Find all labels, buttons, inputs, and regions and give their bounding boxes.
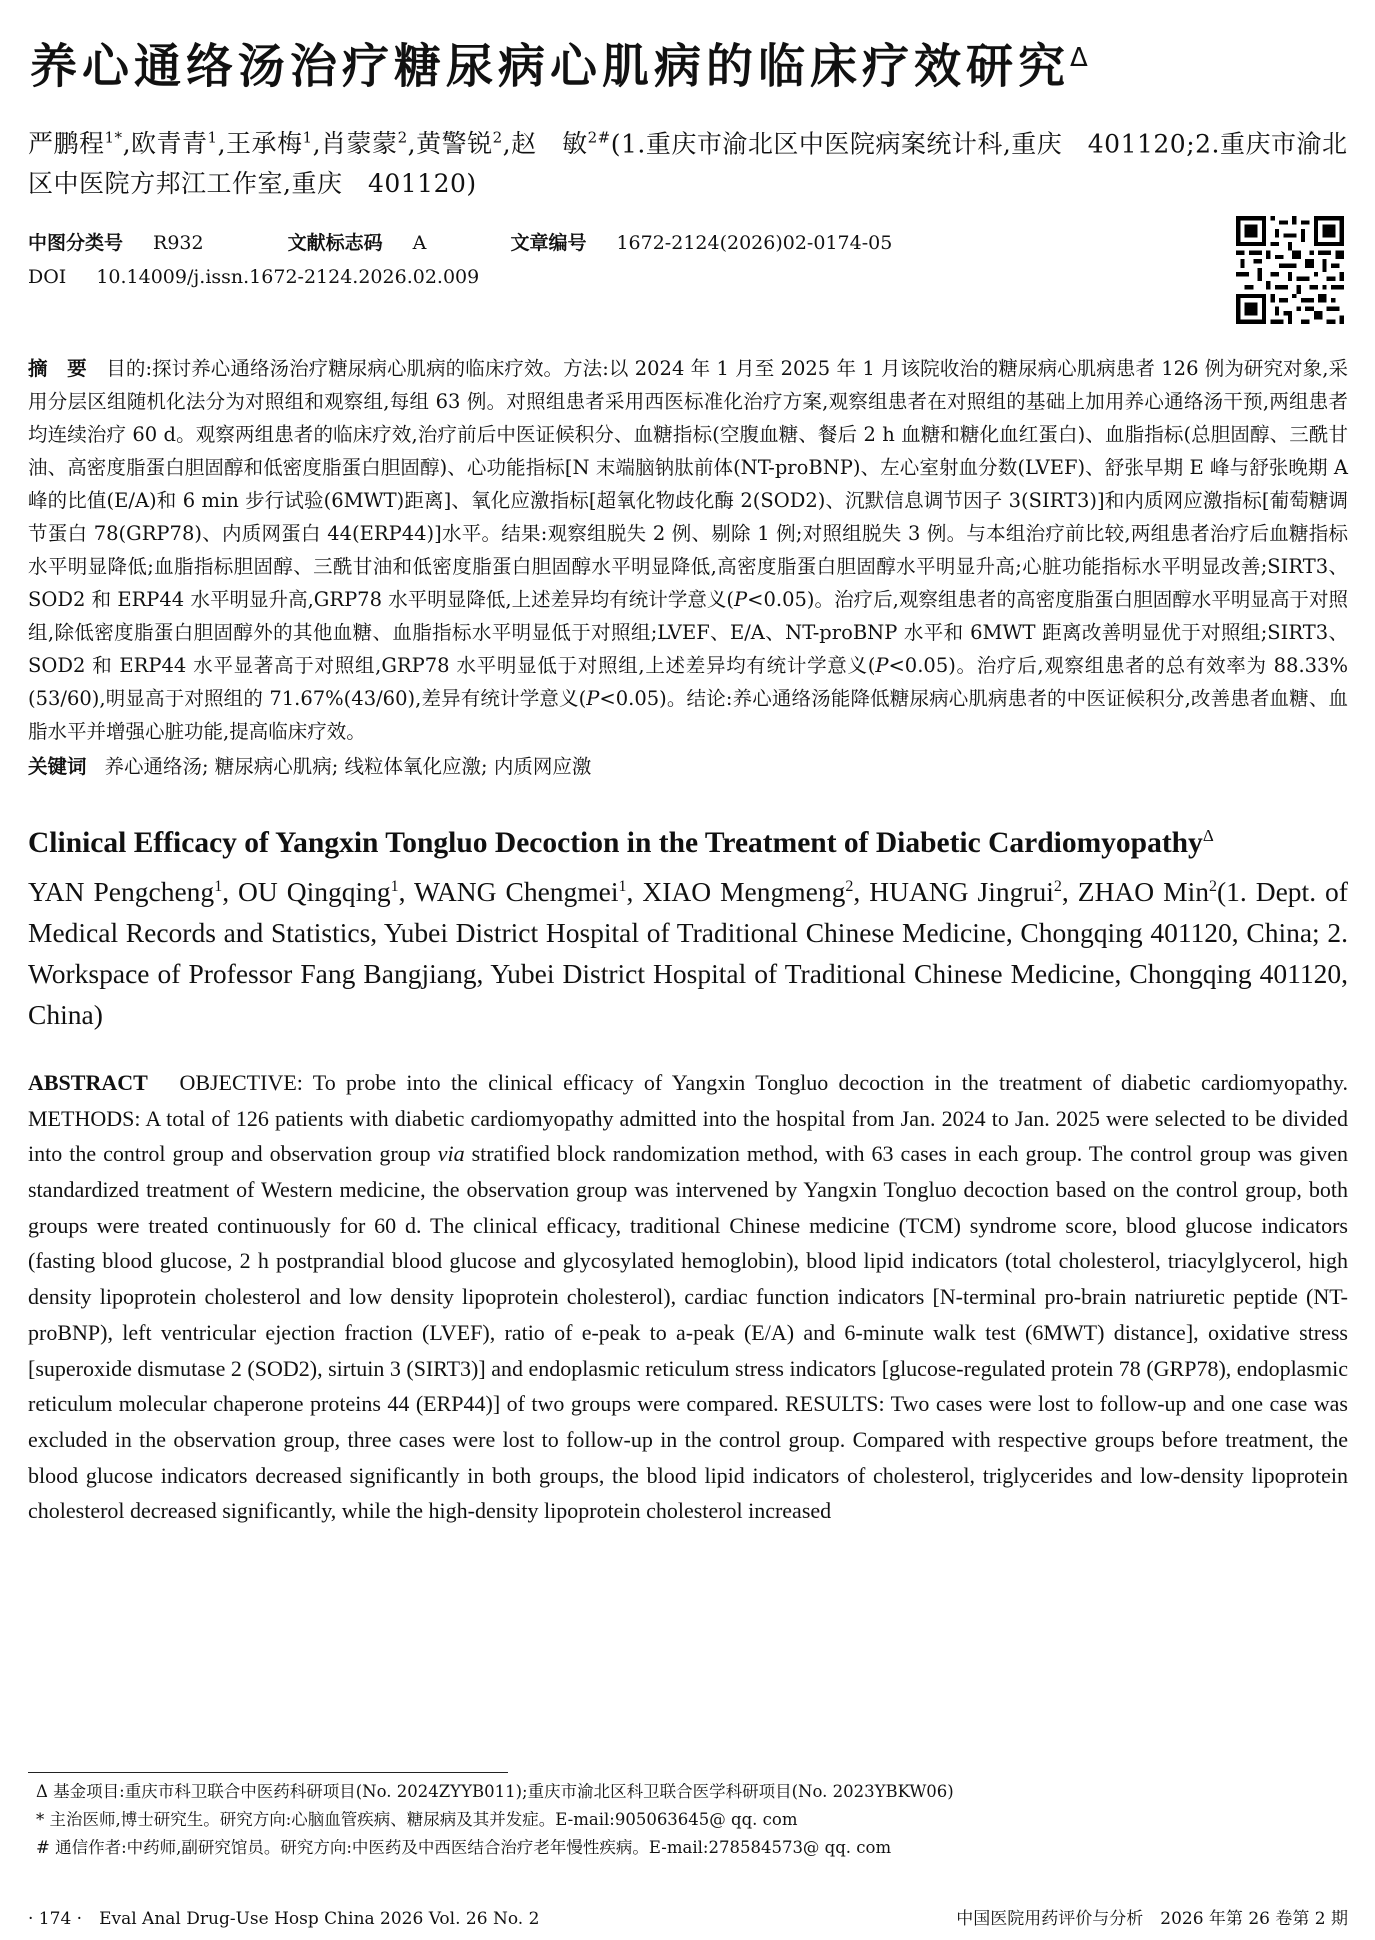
meta-row-doi [28, 260, 1348, 294]
author: 欧青青$^1$ [131, 128, 218, 158]
doi-value: 10.14009/j.issn.1672-2124.2026.02.009 [96, 265, 480, 288]
author: WANG Chengmei$^1$ [414, 875, 627, 907]
clc-label: 中图分类号 [28, 231, 124, 254]
chinese-title [30, 26, 1348, 100]
english-affiliation: (1. Dept. of Medical Records and Statistics, Yubei District Hospital of Traditional Chinese Medicine, Chongqing 401120, China; 2. Workspace of Professor Fang Bangjiang, Yubei District Hospital of Traditional Chinese Medicine, Chongqing 401120, China) [28, 875, 1348, 1030]
author: YAN Pengcheng$^1$ [28, 875, 223, 907]
doi-label: DOI [28, 265, 67, 288]
author: ZHAO Min$^2$ [1077, 875, 1217, 907]
article-meta [28, 226, 1348, 326]
author: XIAO Mengmeng$^2$ [642, 875, 854, 907]
author: OU Qingqing$^1$ [238, 875, 399, 907]
footnotes [36, 1778, 954, 1862]
author: 王承梅$^1$ [226, 128, 313, 158]
english-abstract-label: ABSTRACT [28, 1069, 148, 1095]
author: 黄警锐$^2$ [416, 128, 503, 158]
article-no-value: 1672-2124(2026)02-0174-05 [616, 231, 893, 254]
footnote-fund: Δ 基金项目:重庆市科卫联合中医药科研项目(No. 2024ZYYB011);重庆市渝北区科卫联合医学科研项目(No. 2023YBKW06) [36, 1782, 954, 1801]
chinese-affiliation: (1.重庆市渝北区中医院病案统计科,重庆 401120;2.重庆市渝北区中医院方邦江工作室,重庆 401120) [28, 128, 1348, 198]
clc-value: R932 [153, 231, 204, 254]
author: 严鹏程$^{1*}$ [28, 128, 123, 158]
keywords-text: 养心通络汤; 糖尿病心肌病; 线粒体氧化应激; 内质网应激 [104, 754, 592, 778]
footer-journal-cn: 中国医院用药评价与分析 2026 年第 26 卷第 2 期 [956, 1909, 1348, 1929]
author: HUANG Jingrui$^2$ [869, 875, 1062, 907]
chinese-abstract-label: 摘 要 [28, 356, 87, 380]
english-title: Clinical Efficacy of Yangxin Tongluo Decoction in the Treatment of Diabetic Cardiomyopathy$^\Delta$ [28, 825, 1214, 859]
keywords-label: 关键词 [28, 754, 87, 778]
doc-code-label: 文献标志码 [287, 231, 383, 254]
meta-row-codes [28, 226, 1348, 260]
chinese-title-text: 养心通络汤治疗糖尿病心肌病的临床疗效研究 [30, 39, 1070, 95]
author: 肖蒙蒙$^2$ [321, 128, 408, 158]
footnote-corresponding-author: # 通信作者:中药师,副研究馆员。研究方向:中医药及中西医结合治疗老年慢性疾病。E-mail:278584573@ qq. com [36, 1838, 892, 1857]
author: 赵 敏$^{2\#}$ [511, 128, 611, 158]
doc-code-value: A [412, 231, 427, 254]
chinese-abstract: 摘 要 目的:探讨养心通络汤治疗糖尿病心肌病的临床疗效。方法:以 2024 年 1 月至 2025 年 1 月该院收治的糖尿病心肌病患者 126 例为研究对象,采用分层区组随机化法分为对照组和观察组,每组 63 例。对照组患者采用西医标准化治疗方案,观察组患者在对照组的基础上加用养心通络汤干预,两组患者均连续治疗 60 d。观察两组患者的临床疗效,治疗前后中医证候积分、血糖指标(空腹血糖、餐后 2 h 血糖和糖化血红蛋白)、血脂指标(总胆固醇、三酰甘油、高密度脂蛋白胆固醇和低密度脂蛋白胆固醇)、心功能指标[N 末端脑钠肽前体(NT-proBNP)、左心室射血分数(LVEF)、舒张早期 E 峰与舒张晚期 A 峰的比值(E/A)和 6 min 步行试验(6MWT)距离]、氧化应激指标[超氧化物歧化酶 2(SOD2)、沉默信息调节因子 3(SIRT3)]和内质网应激指标[葡萄糖调节蛋白 78(GRP78)、内质网蛋白 44(ERP44)]水平。结果:观察组脱失 2 例、剔除 1 例;对照组脱失 3 例。与本组治疗前比较,两组患者治疗后血糖指标水平明显降低;血脂指标胆固醇、三酰甘油和低密度脂蛋白胆固醇水平明显降低,高密度脂蛋白胆固醇水平明显升高;心脏功能指标水平明显改善;SIRT3、SOD2 和 ERP44 水平明显升高,GRP78 水平明显降低,上述差异均有统计学意义(P<0.05)。治疗后,观察组患者的高密度脂蛋白胆固醇水平明显高于对照组,除低密度脂蛋白胆固醇外的其他血糖、血脂指标水平明显低于对照组;LVEF、E/A、NT-proBNP 水平和 6MWT 距离改善明显优于对照组;SIRT3、SOD2 和 ERP44 水平显著高于对照组,GRP78 水平明显低于对照组,上述差异均有统计学意义(P<0.05)。治疗后,观察组患者的总有效率为 88.33%(53/60),明显高于对照组的 71.67%(43/60),差异有统计学意义(P<0.05)。结论:养心通络汤能降低糖尿病心肌病患者的中医证候积分,改善患者血糖、血脂水平并增强心脏功能,提高临床疗效。 [28, 356, 1348, 743]
footnote-divider [28, 1772, 508, 1773]
qr-code-icon[interactable] [1236, 216, 1344, 324]
title-fund-mark: Δ [1070, 43, 1093, 73]
chinese-authors: 严鹏程$^{1*}$,欧青青$^1$,王承梅$^1$,肖蒙蒙$^2$,黄警锐$^2$,赵 敏$^{2\#}$(1.重庆市渝北区中医院病案统计科,重庆 401120;2.重庆市渝北区中医院方邦江工作室,重庆 401120) [28, 128, 1348, 198]
article-no-label: 文章编号 [510, 231, 587, 254]
paper-page [28, 18, 1348, 1529]
english-title-fund-mark: Δ [1202, 825, 1214, 845]
english-abstract: ABSTRACT OBJECTIVE: To probe into the clinical efficacy of Yangxin Tongluo decoction in the treatment of diabetic cardiomyopathy. METHODS: A total of 126 patients with diabetic cardiomyopathy admitted into the hospital from Jan. 2024 to Jan. 2025 were selected to be divided into the control group and observation group via stratified block randomization method, with 63 cases in each group. The control group was given standardized treatment of Western medicine, the observation group was intervened by Yangxin Tongluo decoction based on the control group, both groups were treated continuously for 60 d. The clinical efficacy, traditional Chinese medicine (TCM) syndrome score, blood glucose indicators (fasting blood glucose, 2 h postprandial blood glucose and glycosylated hemoglobin), blood lipid indicators (total cholesterol, triacylglycerol, high density lipoprotein cholesterol and low density lipoprotein cholesterol), cardiac function indicators [N-terminal pro-brain natriuretic peptide (NT-proBNP), left ventricular ejection fraction (LVEF), ratio of e-peak to a-peak (E/A) and 6-minute walk test (6MWT) distance], oxidative stress [superoxide dismutase 2 (SOD2), sirtuin 3 (SIRT3)] and endoplasmic reticulum stress indicators [glucose-regulated protein 78 (GRP78), endoplasmic reticulum molecular chaperone proteins 44 (ERP44)] of two groups were compared. RESULTS: Two cases were lost to follow-up and one case was excluded in the observation group, three cases were lost to follow-up in the control group. Compared with respective groups before treatment, the blood glucose indicators decreased significantly in both groups, the blood lipid indicators of cholesterol, triglycerides and low-density lipoprotein cholesterol decreased significantly, while the high-density lipoprotein cholesterol increased [28, 1069, 1348, 1524]
english-authors: YAN Pengcheng$^1$, OU Qingqing$^1$, WANG Chengmei$^1$, XIAO Mengmeng$^2$, HUANG Jingrui$^2$, ZHAO Min$^2$(1. Dept. of Medical Records and Statistics, Yubei District Hospital of Traditional Chinese Medicine, Chongqing 401120, China; 2. Workspace of Professor Fang Bangjiang, Yubei District Hospital of Traditional Chinese Medicine, Chongqing 401120, China) [28, 875, 1348, 1030]
chinese-keywords [28, 750, 1348, 783]
footnote-first-author: * 主治医师,博士研究生。研究方向:心脑血管疾病、糖尿病及其并发症。E-mail:905063645@ qq. com [36, 1810, 798, 1829]
footer-journal-en: · 174 · Eval Anal Drug-Use Hosp China 2026 Vol. 26 No. 2 [28, 1909, 540, 1929]
